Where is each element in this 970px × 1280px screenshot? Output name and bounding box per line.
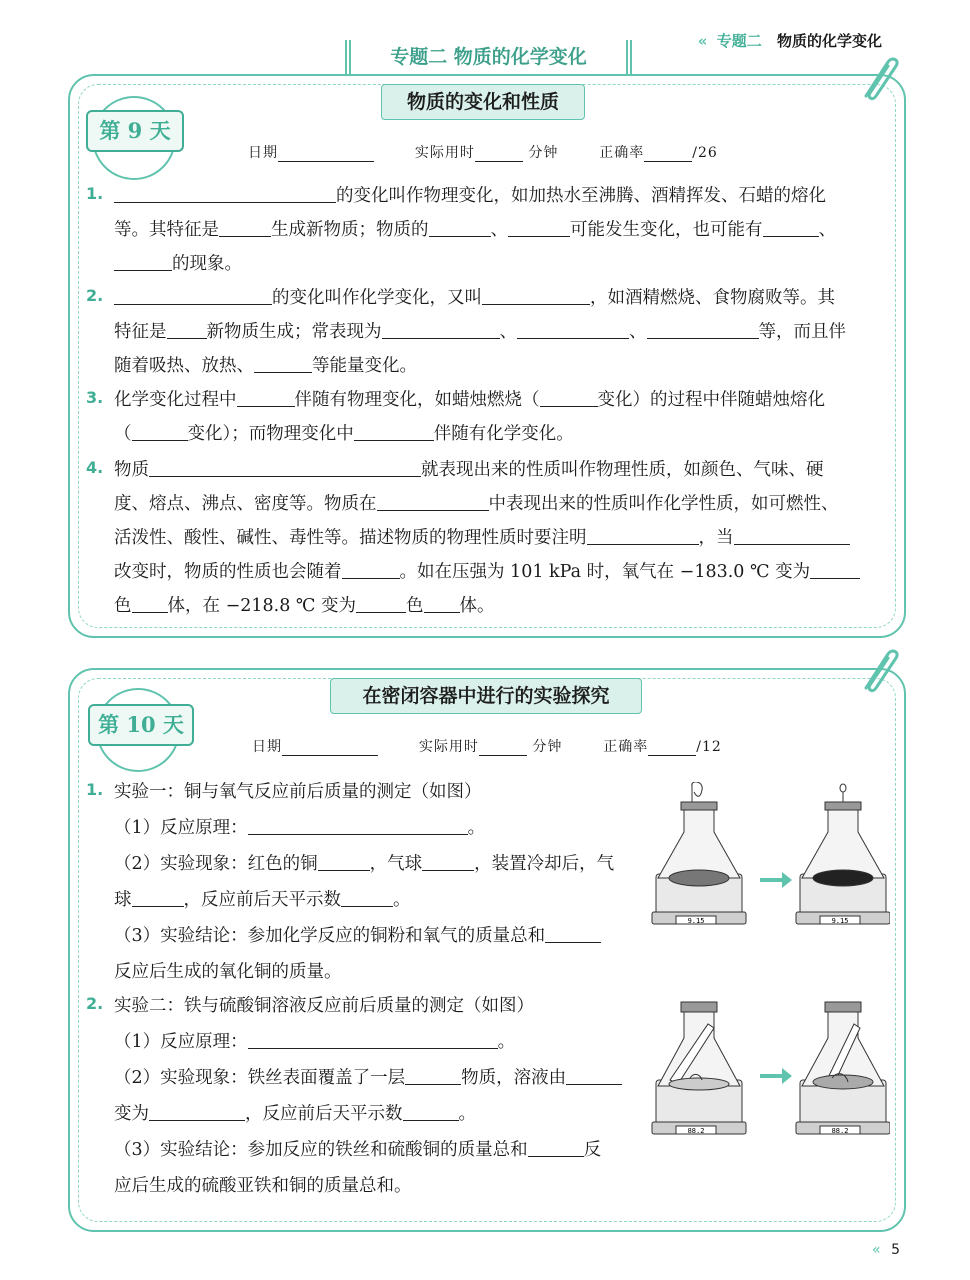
time-blank[interactable]	[475, 147, 523, 162]
answer-blank[interactable]	[356, 594, 406, 613]
answer-blank[interactable]	[382, 320, 500, 339]
answer-blank[interactable]	[587, 526, 699, 545]
day10-q2-line6: 应后生成的硫酸亚铁和铜的质量总和。	[114, 1176, 412, 1196]
day10-q2-line2: （1）反应原理： 。	[114, 1032, 516, 1052]
answer-blank[interactable]	[647, 320, 759, 339]
answer-blank[interactable]	[114, 252, 172, 271]
answer-blank[interactable]	[810, 560, 860, 579]
answer-blank[interactable]	[482, 286, 590, 305]
date-blank[interactable]	[282, 741, 378, 756]
answer-blank[interactable]	[377, 492, 489, 511]
answer-blank[interactable]	[342, 560, 400, 579]
accuracy-label: 正确率	[599, 145, 645, 161]
answer-blank[interactable]	[508, 218, 570, 237]
accuracy-total: /12	[696, 739, 722, 755]
running-header	[698, 30, 882, 51]
answer-blank[interactable]	[354, 422, 434, 441]
answer-blank[interactable]	[528, 1138, 584, 1157]
chevron-icon: «	[872, 1242, 881, 1258]
day9-q4-line1: 物质 就表现出来的性质叫作物理性质，如颜色、气味、硬	[114, 460, 824, 480]
accuracy-blank[interactable]	[648, 741, 696, 756]
day10-q2-line5: （3）实验结论：参加反应的铁丝和硫酸铜的质量总和 反	[114, 1140, 602, 1160]
page-number: 5	[891, 1242, 900, 1258]
accuracy-blank[interactable]	[644, 147, 692, 162]
flask2-after	[796, 1002, 890, 1135]
day10-q2-line1: 实验二：铁与硫酸铜溶液反应前后质量的测定（如图）	[114, 996, 534, 1016]
date-label: 日期	[252, 739, 282, 755]
answer-blank[interactable]	[763, 218, 819, 237]
day10-q2-number: 2.	[86, 994, 104, 1013]
paperclip-icon	[858, 52, 902, 106]
day10-meta	[252, 736, 722, 756]
day10-q1-line2: （1）反应原理： 。	[114, 818, 486, 838]
scale2-after-display: 88.2	[831, 1127, 849, 1135]
day10-q1-line5: （3）实验结论：参加化学反应的铜粉和氧气的质量总和	[114, 922, 601, 947]
answer-blank[interactable]	[517, 320, 629, 339]
page-title: 专题二 物质的化学变化	[345, 40, 632, 74]
day9-q4-line4: 改变时，物质的性质也会随着 。如在压强为 101 kPa 时，氧气在 −183.0 ℃ 变为	[114, 558, 860, 583]
experiment1-figure	[650, 782, 890, 942]
answer-blank[interactable]	[734, 526, 850, 545]
time-label: 实际用时	[414, 145, 475, 161]
answer-blank[interactable]	[167, 320, 207, 339]
day9-q1-number: 1.	[86, 184, 104, 203]
day9-q3-number: 3.	[86, 388, 104, 407]
day9-q4-line2: 度、熔点、沸点、密度等。物质在 中表现出来的性质叫作化学性质，如可燃性、	[114, 494, 839, 514]
day10-q1-line4: 球 ，反应前后天平示数 。	[114, 890, 411, 910]
day9-q4-line3: 活泼性、酸性、碱性、毒性等。描述物质的物理性质时要注明 ，当	[114, 524, 850, 549]
answer-blank[interactable]	[403, 1102, 459, 1121]
answer-blank[interactable]	[237, 388, 295, 407]
answer-blank[interactable]	[341, 888, 393, 907]
paperclip-icon	[858, 644, 902, 698]
experiment2-figure	[650, 994, 890, 1154]
day9-q2-line1: 的变化叫作化学变化，又叫 ，如酒精燃烧、食物腐败等。其	[114, 284, 835, 309]
day9-q2-line2: 特征是 新物质生成；常表现为 、 、 等，而且伴	[114, 322, 846, 342]
answer-blank[interactable]	[219, 218, 271, 237]
answer-blank[interactable]	[132, 422, 188, 441]
answer-blank[interactable]	[132, 594, 168, 613]
answer-blank[interactable]	[422, 852, 474, 871]
time-unit: 分钟	[528, 145, 559, 161]
answer-blank[interactable]	[254, 354, 312, 373]
day9-q1-line3: 的现象。	[114, 250, 242, 275]
day9-q1-line1: 的变化叫作物理变化，如加热水至沸腾、酒精挥发、石蜡的熔化	[114, 182, 826, 207]
time-unit: 分钟	[532, 739, 563, 755]
day9-title: 物质的变化和性质	[381, 84, 585, 120]
day9-badge: 第 9 天	[86, 110, 184, 152]
answer-blank[interactable]	[566, 1066, 622, 1085]
header-topic-title: 物质的化学变化	[776, 32, 882, 50]
day10-q1-line6: 反应后生成的氧化铜的质量。	[114, 962, 342, 982]
day10-badge: 第 10 天	[88, 704, 194, 746]
answer-blank[interactable]	[540, 388, 598, 407]
answer-blank[interactable]	[149, 1102, 245, 1121]
answer-blank[interactable]	[132, 888, 184, 907]
date-label: 日期	[248, 145, 278, 161]
answer-blank[interactable]	[318, 852, 370, 871]
answer-blank[interactable]	[248, 1030, 498, 1049]
day9-q4-line5: 色 体，在 −218.8 ℃ 变为 色 体。	[114, 596, 495, 616]
arrow-right-icon	[760, 1068, 792, 1084]
chevron-icon: «	[697, 32, 708, 50]
header-topic-label: 专题二	[716, 32, 762, 50]
day10-q1-line1: 实验一：铜与氧气反应前后质量的测定（如图）	[114, 782, 482, 802]
time-blank[interactable]	[479, 741, 527, 756]
day9-q3-line2: （ 变化）；而物理变化中 伴随有化学变化。	[114, 424, 574, 444]
scale2-before-display: 88.2	[687, 1127, 705, 1135]
day9-q4-number: 4.	[86, 458, 104, 477]
answer-blank[interactable]	[114, 286, 272, 305]
scale1-before-display: 9.15	[687, 917, 705, 925]
day9-q2-number: 2.	[86, 286, 104, 305]
day9-meta	[248, 142, 718, 162]
answer-blank[interactable]	[424, 594, 460, 613]
answer-blank[interactable]	[405, 1066, 461, 1085]
time-label: 实际用时	[418, 739, 479, 755]
answer-blank[interactable]	[114, 184, 336, 203]
flask-before	[652, 782, 746, 925]
accuracy-total: /26	[692, 145, 718, 161]
flask-after	[796, 784, 890, 925]
accuracy-label: 正确率	[603, 739, 649, 755]
flask2-before	[652, 1002, 746, 1135]
answer-blank[interactable]	[248, 816, 468, 835]
answer-blank[interactable]	[545, 924, 601, 943]
arrow-right-icon	[760, 872, 792, 888]
day10-title: 在密闭容器中进行的实验探究	[330, 678, 642, 714]
answer-blank[interactable]	[149, 458, 421, 477]
day10-q1-number: 1.	[86, 780, 104, 799]
day10-q2-line4: 变为 ，反应前后天平示数 。	[114, 1104, 476, 1124]
date-blank[interactable]	[278, 147, 374, 162]
answer-blank[interactable]	[429, 218, 491, 237]
day9-q1-line2: 等。其特征是 生成新物质；物质的 、 可能发生变化，也可能有 、	[114, 220, 836, 240]
day9-q2-line3: 随着吸热、放热、 等能量变化。	[114, 356, 417, 376]
scale1-after-display: 9.15	[831, 917, 849, 925]
day9-q3-line1: 化学变化过程中 伴随有物理变化，如蜡烛燃烧（ 变化）的过程中伴随蜡烛熔化	[114, 390, 825, 410]
day10-q1-line3: （2）实验现象：红色的铜 ，气球 ，装置冷却后，气	[114, 854, 615, 874]
day10-q2-line3: （2）实验现象：铁丝表面覆盖了一层 物质，溶液由	[114, 1064, 622, 1089]
page-number-bar	[872, 1242, 900, 1258]
